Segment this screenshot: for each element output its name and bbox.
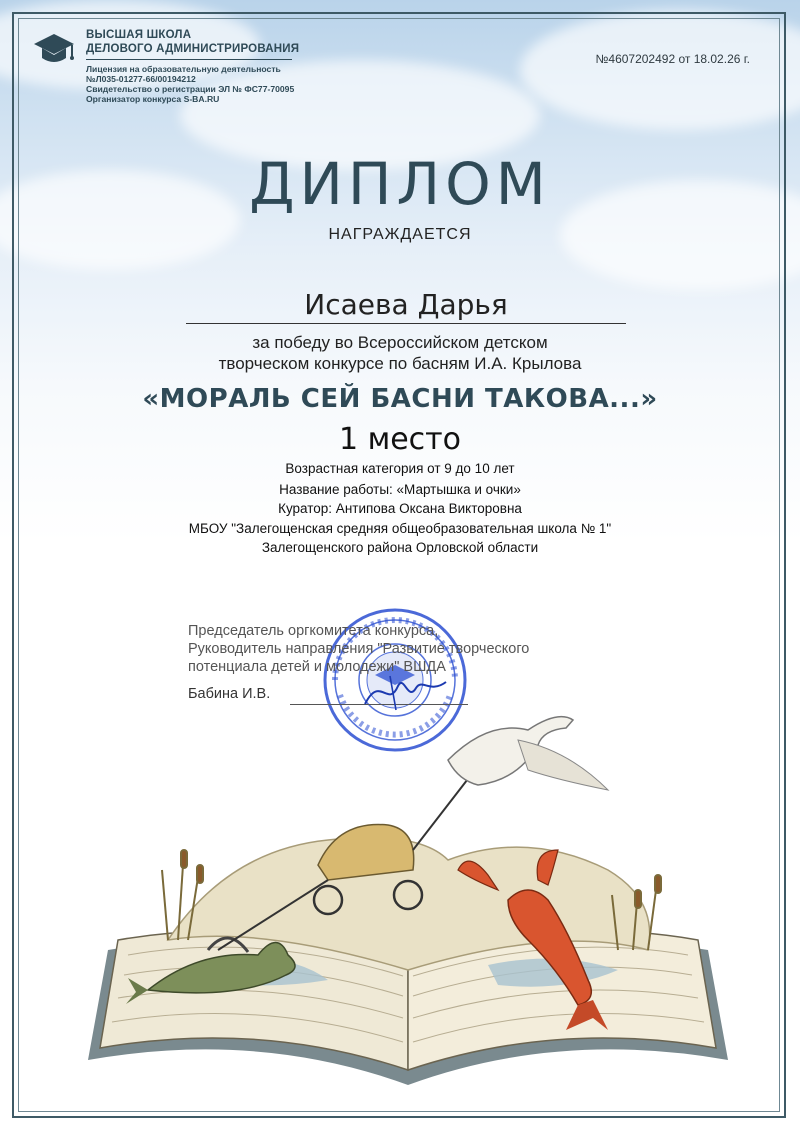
registration-text: Свидетельство о регистрации ЭЛ № ФС77-70095 <box>86 84 295 94</box>
signatory-name: Бабина И.В. <box>188 686 271 702</box>
signatory-line3: потенциала детей и молодежи" ВШДА <box>188 659 446 675</box>
graduation-cap-logo-icon <box>32 30 76 70</box>
license-number: №Л035-01277-66/00194212 <box>86 74 196 84</box>
signatory-line1: Председатель оргкомитета конкурса, <box>188 623 439 639</box>
fable-book-illustration-icon <box>88 700 728 1100</box>
document-number: №4607202492 от 18.02.26 г. <box>595 52 750 66</box>
organization-block <box>86 28 299 104</box>
org-divider <box>86 59 292 60</box>
org-name-line1: ВЫСШАЯ ШКОЛА <box>86 29 192 41</box>
contest-name: «МОРАЛЬ СЕЙ БАСНИ ТАКОВА...» <box>142 384 658 414</box>
recipient-underline <box>186 323 626 324</box>
signatory-line2: Руководитель направления "Развитие творческого <box>188 641 530 657</box>
district-name: Залегощенского района Орловской области <box>261 540 539 555</box>
school-name: МБОУ "Залегощенская средняя общеобразовательная школа № 1" <box>188 521 612 536</box>
signatory-position <box>188 622 529 676</box>
org-name-line2: ДЕЛОВОГО АДМИНИСТРИРОВАНИЯ <box>86 43 300 55</box>
organizer-text: Организатор конкурса S-BA.RU <box>86 94 220 104</box>
reason-line2: творческом конкурсе по басням И.А. Крылова <box>218 354 582 373</box>
age-category: Возрастная категория от 9 до 10 лет <box>285 461 515 476</box>
place-award: 1 место <box>338 422 462 457</box>
work-title: Название работы: «Мартышка и очки» <box>279 482 521 497</box>
license-text: Лицензия на образовательную деятельность <box>86 64 281 74</box>
reason-line1: за победу во Всероссийском детском <box>252 333 548 352</box>
awarded-label: НАГРАЖДАЕТСЯ <box>328 226 472 243</box>
curator: Куратор: Антипова Оксана Викторовна <box>278 501 522 516</box>
recipient-name: Исаева Дарья <box>304 288 508 321</box>
diploma-title: ДИПЛОМ <box>249 150 551 218</box>
